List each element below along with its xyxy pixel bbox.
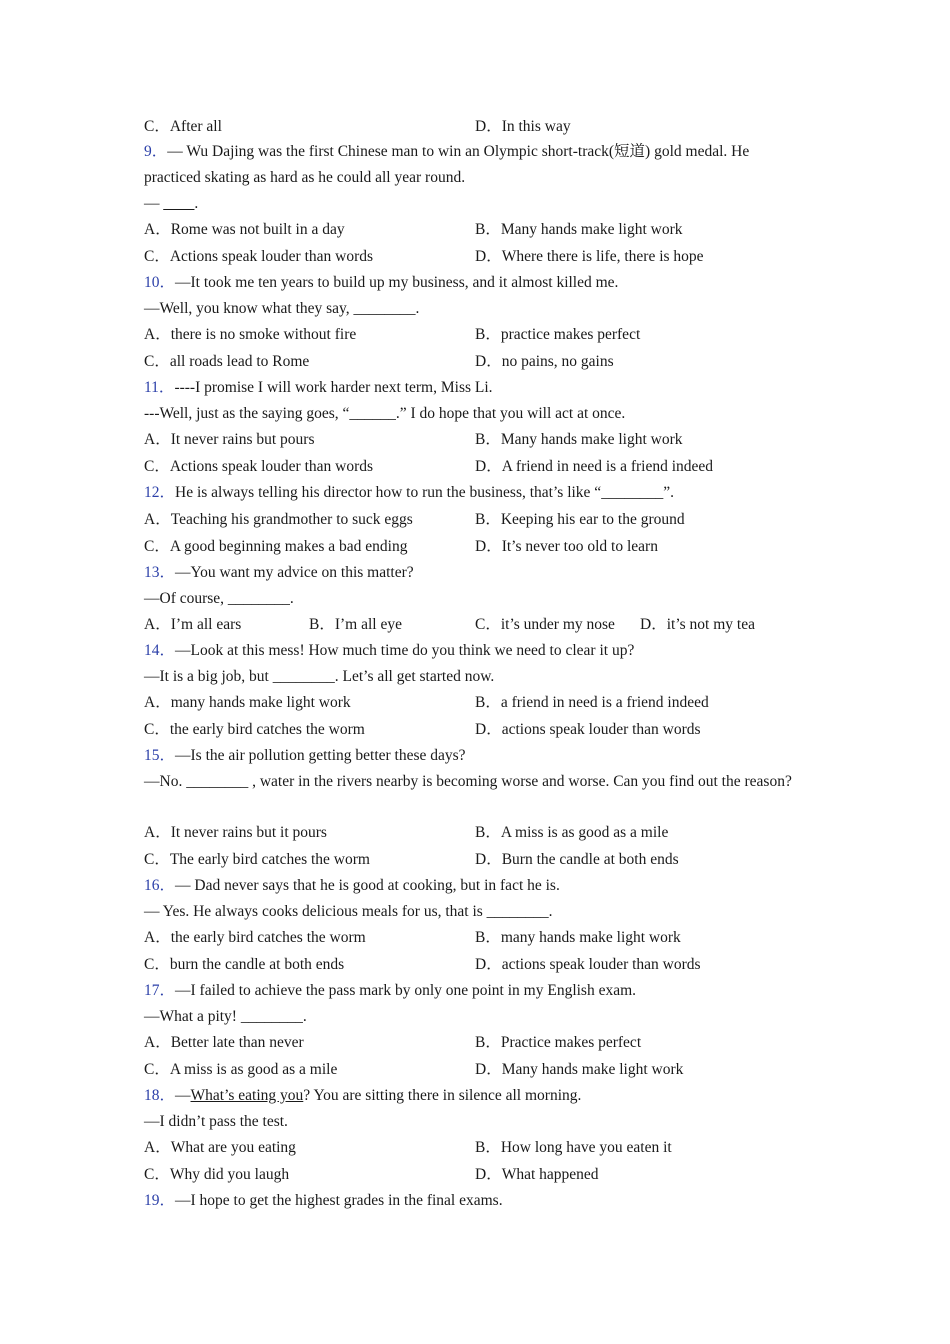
q13-option-d: D．it’s not my tea bbox=[640, 616, 755, 633]
q17-stem: 17．—I failed to achieve the pass mark by only one point in my English exam. bbox=[144, 982, 637, 999]
q15-option-b: B．A miss is as good as a mile bbox=[475, 824, 669, 841]
q17-option-b: B．Practice makes perfect bbox=[475, 1034, 642, 1051]
q9-stem: 9．— Wu Dajing was the first Chinese man to win an Olympic short-track(短道) gold medal. He practiced skating as hard as he could all year round. bbox=[144, 143, 750, 186]
q19-stem: 19．—I hope to get the highest grades in the final exams. bbox=[144, 1192, 503, 1209]
q16-option-d: D．actions speak louder than words bbox=[475, 956, 701, 973]
q14-option-c: C．the early bird catches the worm bbox=[144, 721, 365, 738]
q14-option-b: B．a friend in need is a friend indeed bbox=[475, 694, 709, 711]
q12-option-d: D．It’s never too old to learn bbox=[475, 538, 658, 555]
q15-option-c: C．The early bird catches the worm bbox=[144, 851, 370, 868]
q18-option-c: C．Why did you laugh bbox=[144, 1166, 290, 1183]
q12-stem: 12．He is always telling his director how to run the business, that’s like “________”. bbox=[144, 484, 674, 501]
q10-option-a: A．there is no smoke without fire bbox=[144, 326, 357, 343]
q10-option-b: B．practice makes perfect bbox=[475, 326, 641, 343]
q11-option-b: B．Many hands make light work bbox=[475, 431, 683, 448]
q16-option-c: C．burn the candle at both ends bbox=[144, 956, 345, 973]
q10-option-c: C．all roads lead to Rome bbox=[144, 353, 310, 370]
q16-reply: — Yes. He always cooks delicious meals for us, that is ________. bbox=[144, 903, 553, 920]
q13-stem: 13．—You want my advice on this matter? bbox=[144, 564, 414, 581]
q13-number: 13． bbox=[144, 564, 176, 581]
q12-option-a: A．Teaching his grandmother to suck eggs bbox=[144, 511, 413, 528]
q15-reply: —No. ________ , water in the rivers nearby is becoming worse and worse. Can you find out the reason? bbox=[144, 773, 792, 790]
q10-reply: —Well, you know what they say, ________. bbox=[144, 300, 420, 317]
q8-option-d: D．In this way bbox=[475, 118, 571, 135]
q19-number: 19． bbox=[144, 1192, 176, 1209]
q10-number: 10． bbox=[144, 274, 176, 291]
q15-option-a: A．It never rains but it pours bbox=[144, 824, 327, 841]
q17-option-a: A．Better late than never bbox=[144, 1034, 304, 1051]
q17-option-c: C．A miss is as good as a mile bbox=[144, 1061, 338, 1078]
q16-option-a: A．the early bird catches the worm bbox=[144, 929, 366, 946]
q17-reply: —What a pity! ________. bbox=[144, 1008, 307, 1025]
q17-number: 17． bbox=[144, 982, 176, 999]
q14-option-a: A．many hands make light work bbox=[144, 694, 351, 711]
q18-underlined-phrase: What’s eating you bbox=[190, 1087, 304, 1104]
q9-option-c: C．Actions speak louder than words bbox=[144, 248, 374, 265]
q11-stem: 11．----I promise I will work harder next term, Miss Li. bbox=[144, 379, 493, 396]
q15-option-d: D．Burn the candle at both ends bbox=[475, 851, 679, 868]
q11-option-c: C．Actions speak louder than words bbox=[144, 458, 374, 475]
q16-stem: 16．— Dad never says that he is good at cooking, but in fact he is. bbox=[144, 877, 560, 894]
q9-blank: ____ bbox=[163, 195, 195, 212]
q16-number: 16． bbox=[144, 877, 176, 894]
q9-option-d: D．Where there is life, there is hope bbox=[475, 248, 704, 265]
q8-option-c: C．After all bbox=[144, 118, 222, 135]
q13-reply: —Of course, ________. bbox=[144, 590, 294, 607]
q10-option-d: D．no pains, no gains bbox=[475, 353, 614, 370]
q14-stem: 14．—Look at this mess! How much time do you think we need to clear it up? bbox=[144, 642, 635, 659]
q14-number: 14． bbox=[144, 642, 176, 659]
q16-option-b: B．many hands make light work bbox=[475, 929, 681, 946]
q15-number: 15． bbox=[144, 747, 176, 764]
q11-reply: ---Well, just as the saying goes, “______.” I do hope that you will act at once. bbox=[144, 405, 626, 422]
q11-number: 11． bbox=[144, 379, 175, 396]
q13-option-a: A．I’m all ears bbox=[144, 616, 242, 633]
q11-option-a: A．It never rains but pours bbox=[144, 431, 315, 448]
q15-stem: 15．—Is the air pollution getting better these days? bbox=[144, 747, 466, 764]
q18-reply: —I didn’t pass the test. bbox=[144, 1113, 288, 1130]
q18-option-b: B．How long have you eaten it bbox=[475, 1139, 672, 1156]
q9-option-a: A．Rome was not built in a day bbox=[144, 221, 345, 238]
q13-option-b: B．I’m all eye bbox=[309, 616, 402, 633]
q12-option-b: B．Keeping his ear to the ground bbox=[475, 511, 685, 528]
q18-option-d: D．What happened bbox=[475, 1166, 599, 1183]
q14-reply: —It is a big job, but ________. Let’s all get started now. bbox=[144, 668, 495, 685]
q18-option-a: A．What are you eating bbox=[144, 1139, 296, 1156]
q9-reply: — ____. bbox=[144, 195, 199, 212]
q13-option-c: C．it’s under my nose bbox=[475, 616, 615, 633]
q9-option-b: B．Many hands make light work bbox=[475, 221, 683, 238]
q10-stem: 10．—It took me ten years to build up my business, and it almost killed me. bbox=[144, 274, 619, 291]
q12-number: 12． bbox=[144, 484, 176, 501]
q11-option-d: D．A friend in need is a friend indeed bbox=[475, 458, 714, 475]
q17-option-d: D．Many hands make light work bbox=[475, 1061, 684, 1078]
q14-option-d: D．actions speak louder than words bbox=[475, 721, 701, 738]
q12-option-c: C．A good beginning makes a bad ending bbox=[144, 538, 408, 555]
q9-number: 9． bbox=[144, 143, 168, 160]
q18-stem: 18．—What’s eating you? You are sitting there in silence all morning. bbox=[144, 1087, 582, 1104]
q18-number: 18． bbox=[144, 1087, 176, 1104]
